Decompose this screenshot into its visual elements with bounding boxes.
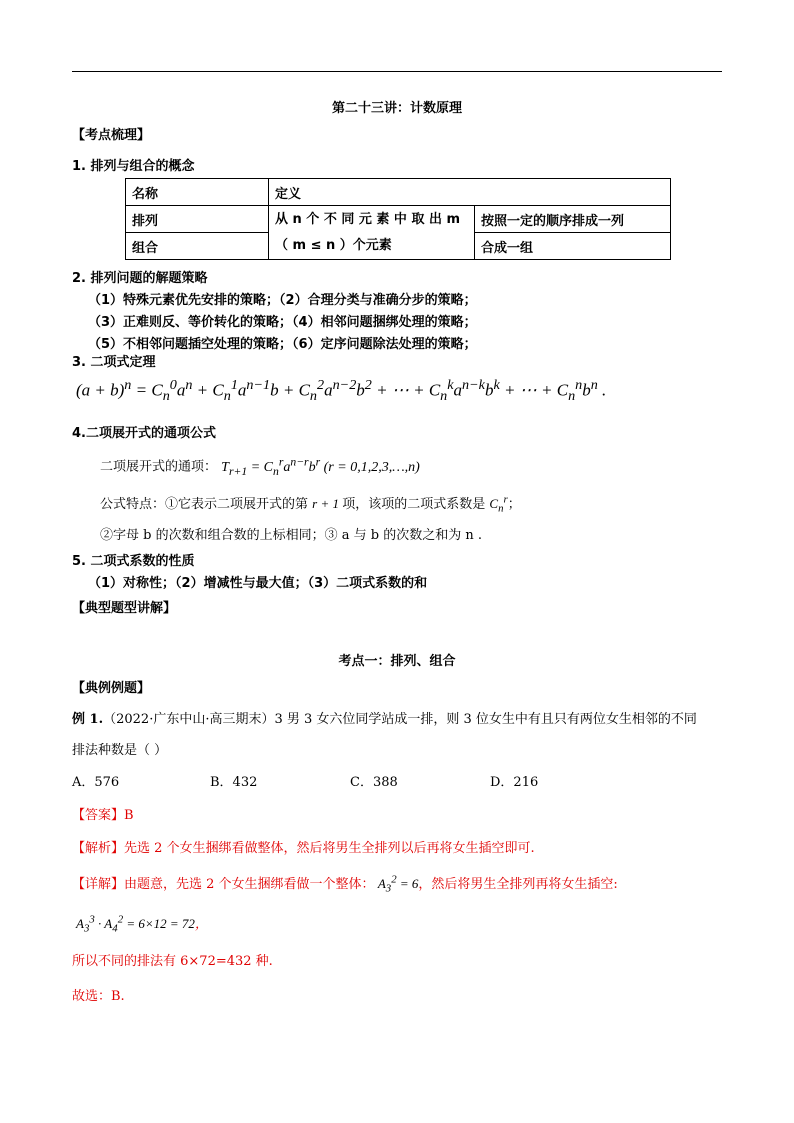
heading-2: 2. 排列问题的解题策略 — [72, 271, 208, 286]
answer-line: 【答案】B — [72, 808, 134, 823]
result-line: 所以不同的排法有 6×72=432 种. — [72, 954, 273, 969]
heading-1: 1. 排列与组合的概念 — [72, 159, 195, 174]
row-zuhe: 组合 — [126, 233, 269, 260]
feature-mid: 项，该项的二项式系数是 — [342, 497, 486, 512]
analysis-line — [72, 837, 535, 856]
concept-table — [125, 178, 671, 260]
analysis-tag: 【解析】 — [72, 841, 125, 856]
detail-line — [72, 873, 618, 895]
strategy-line-2: （3）正难则反、等价转化的策略；（4）相邻问题捆绑处理的策略； — [88, 315, 477, 330]
dianli-heading: 【典例例题】 — [72, 681, 151, 696]
page-title: 第二十三讲：计数原理 — [331, 101, 462, 116]
heading-3: 3. 二项式定理 — [72, 355, 156, 370]
example-label: 例 1. — [72, 712, 104, 727]
shared-def — [269, 206, 475, 260]
row-pailie: 排列 — [126, 206, 269, 233]
general-term-line — [100, 455, 420, 477]
option-a: A．576 — [72, 775, 120, 790]
example-text-1: （2022·广东中山·高三期末）3 男 3 女六位同学站成一排，则 3 位女生中有且只有两位女生相邻的不同 — [103, 712, 697, 727]
section-review: 【考点梳理】 — [72, 128, 151, 143]
option-c: C．388 — [350, 775, 398, 790]
detail-prefix: 由题意，先选 2 个女生捆绑看做一个整体： — [124, 877, 375, 892]
def-pailie: 按照一定的顺序排成一列 — [475, 206, 671, 233]
strategy-line-1: （1）特殊元素优先安排的策略；（2）合理分类与准确分步的策略； — [88, 293, 477, 308]
shared-def-line1: 从 n 个 不 同 元 素 中 取 出 m — [275, 211, 461, 227]
def-zuhe: 合成一组 — [475, 233, 671, 260]
th-name: 名称 — [126, 179, 269, 206]
feature-prefix: 公式特点：①它表示二项展开式的第 — [100, 497, 309, 512]
final-line: 故选：B. — [72, 989, 125, 1004]
section-examples: 【典型题型讲解】 — [72, 601, 177, 616]
feature-line-1: 公式特点：①它表示二项展开式的第 r + 1 项，该项的二项式系数是 $C_n^r$； — [100, 493, 521, 515]
general-term-formula: $T_{r+1} = C_n^ra^{n-r}b^r$ (r = 0,1,2,3,…,n) — [221, 455, 420, 478]
heading-4: 4.二项展开式的通项公式 — [72, 426, 216, 441]
option-d: D．216 — [490, 775, 539, 790]
strategy-line-3: （5）不相邻问题插空处理的策略；（6）定序问题除法处理的策略； — [88, 337, 477, 352]
detail-suffix: ，然后将男生全排列再将女生插空: — [418, 877, 618, 892]
kaodian-title: 考点一：排列、组合 — [338, 654, 456, 669]
heading-5: 5. 二项式系数的性质 — [72, 554, 195, 569]
feature-line-2: ②字母 b 的次数和组合数的上标相同；③ a 与 b 的次数之和为 n . — [100, 528, 482, 543]
general-term-label: 二项展开式的通项： — [100, 459, 218, 475]
feature-coef: $C_n^r$ — [489, 493, 508, 515]
feature-r-plus-1: r + 1 — [312, 496, 343, 511]
calc-formula: $A_3^3 \cdot A_4^2 = 6\times 12 = 72$， — [76, 913, 208, 935]
detail-tag: 【详解】 — [72, 877, 125, 892]
th-def: 定义 — [269, 179, 671, 206]
binomial-theorem-formula: $(a + b)^n = C_n^0a^n + C_n^1a^{n-1}b + C_n^2a^{n-2}b^2$ + ⋯ + $C_n^ka^{n-k}b^k$ + ⋯ + $C_n^nb^n$ . — [76, 377, 607, 405]
property-line: （1）对称性；（2）增减性与最大值；（3）二项式系数的和 — [88, 576, 428, 591]
example-line-1 — [72, 708, 697, 727]
header-rule — [72, 71, 722, 72]
detail-formula-a32: $A_3^2 = 6$ — [374, 873, 419, 895]
option-b: B．432 — [210, 775, 258, 790]
shared-def-line2: （ m ≤ n ）个元素 — [275, 237, 392, 253]
example-line-2: 排法种数是（ ） — [72, 743, 168, 758]
analysis-text: 先选 2 个女生捆绑看做整体，然后将男生全排列以后再将女生插空即可. — [124, 841, 535, 856]
